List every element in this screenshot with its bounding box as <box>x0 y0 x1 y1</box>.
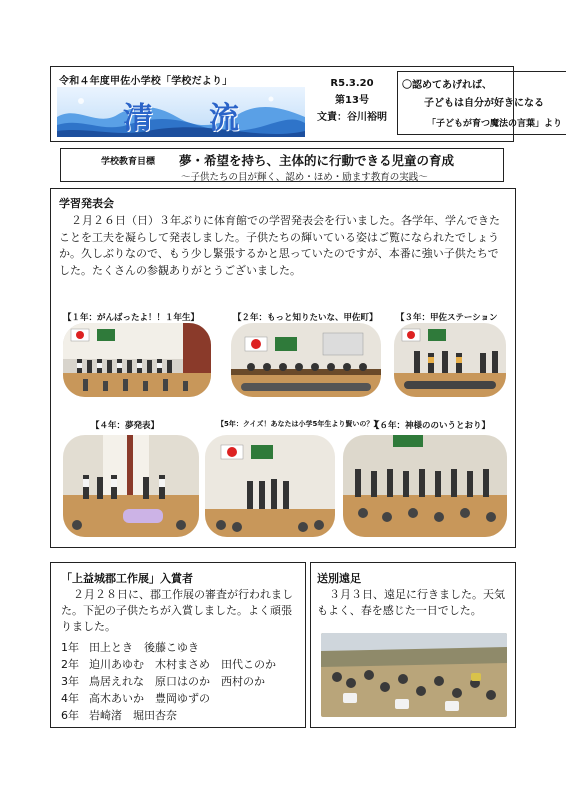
trip-body: ３月３日、遠足に行きました。天気もよく、春を感じた一日でした。 <box>317 588 505 617</box>
presentation-body: ２月２６日（日）３年ぶりに体育館での学習発表会を行いました。各学年、学んできたことを工夫を凝らして発表しました。子供たちの輝いている姿はご覧になられたでしょうか。久しぶりなので、もう少し緊張するかと思っていたのですが、本番に強い子供たちでした。たくさんの参観ありがとうございました。 <box>59 214 500 277</box>
school-goal-box <box>60 148 504 182</box>
issue-date: R5.3.20 <box>330 78 374 89</box>
photo-trip <box>321 633 507 717</box>
award-names: 田上とき 後藤こゆき <box>89 641 199 654</box>
award-row <box>61 656 286 672</box>
school-line: 令和４年度甲佐小学校「学校だより」 <box>59 76 233 87</box>
trip-heading: 送別遠足 <box>317 572 361 585</box>
quote-source: 「子どもが育つ魔法の言葉」より <box>426 119 562 129</box>
quote-line-1: 〇認めてあげれば、 <box>402 80 492 91</box>
caption-grade1: 【１年：がんばったよ！！１年生】 <box>63 313 200 323</box>
caption-grade4: 【４年：夢発表】 <box>91 421 160 431</box>
quote-line-2: 子どもは自分が好きになる <box>424 98 544 109</box>
photo-grade6 <box>343 435 507 537</box>
title-banner <box>57 87 305 137</box>
award-grade: 6年 <box>61 709 79 722</box>
caption-grade6: 【６年：神様ののいうとおり】 <box>371 421 491 431</box>
issue-number: 第13号 <box>335 95 369 106</box>
award-grade: 2年 <box>61 658 79 671</box>
goal-label: 学校教育目標 <box>101 157 156 167</box>
award-grade: 1年 <box>61 641 79 654</box>
award-row <box>61 690 220 706</box>
award-names: 岩崎渚 堀田杏奈 <box>89 709 177 722</box>
award-grade: 3年 <box>61 675 79 688</box>
goal-main: 夢・希望を持ち、主体的に行動できる児童の育成 <box>179 153 455 168</box>
award-grade: 4年 <box>61 692 79 705</box>
photo-grade5 <box>205 435 335 537</box>
award-row <box>61 673 275 689</box>
newsletter-header <box>50 66 562 142</box>
newsletter-title: 清流 <box>123 101 295 136</box>
quote-box <box>397 71 566 135</box>
issue-info <box>313 75 391 126</box>
award-body: ２月２８日に、郡工作展の審査が行われました。下記の子供たちが入賞しました。よく頑張りました。 <box>61 588 293 633</box>
award-names: 高木あいか 豊岡ゆずの <box>89 692 210 705</box>
farewell-trip-section <box>310 562 516 728</box>
photo-grade4 <box>63 435 199 537</box>
photo-grade1 <box>63 323 211 397</box>
award-section <box>50 562 306 728</box>
caption-grade2: 【２年：もっと知りたいな、甲佐町】 <box>233 313 378 323</box>
caption-grade3: 【３年：甲佐ステーション <box>396 313 498 323</box>
award-row <box>61 639 209 655</box>
presentation-heading: 学習発表会 <box>59 197 114 210</box>
goal-sub: ～子供たちの目が輝く、認め・ほめ・励ます教育の実践～ <box>181 172 428 183</box>
award-row <box>61 707 187 723</box>
award-names: 鳥居えれな 原口はのか 西村のか <box>89 675 265 688</box>
caption-grade5: 【5年：クイズ！あなたは小学5年生より賢いの？】 <box>217 420 381 428</box>
photo-grade3 <box>394 323 506 397</box>
award-names: 迫川あゆむ 木村まさめ 田代このか <box>89 658 276 671</box>
photo-grade2 <box>231 323 381 397</box>
presentation-section <box>50 188 516 548</box>
award-heading: 「上益城郡工作展」入賞者 <box>61 572 193 585</box>
issue-author: 文責：谷川裕明 <box>317 112 387 123</box>
